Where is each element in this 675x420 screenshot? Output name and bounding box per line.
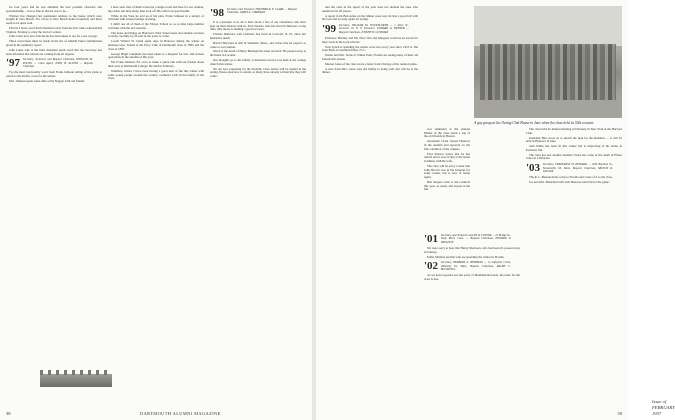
paragraph: Word of the death of Harry Burleigh has been received. He passed away at his home in Laconia. — [210, 49, 306, 58]
paragraph: The class held its Annual meeting in February in New York at the Harvard Club. — [526, 127, 622, 135]
page-number: 38 — [6, 411, 11, 416]
paragraph: I've the most trustworthy word from Frank Johnson telling of his plans to return to the Pacific coast for the winter. — [6, 70, 102, 79]
class-number: '02 — [424, 260, 439, 273]
paragraph: First in a horse word from Norman Lewis from the first rank at Alexandria Virginia. Earning to obey the doctor's orders. — [6, 25, 102, 34]
paragraph: Eddie Sheldon and his wife are spending the winter in Florida. — [427, 254, 505, 259]
paragraph: The class will be sorry to hear that John Brown was in the hospital for some weeks, but is now at home again. — [424, 163, 470, 179]
class-heading-01 — [424, 234, 520, 245]
paragraph: Bert Rogers went to the Carnival this year, as usual, and stayed at the Inn. — [424, 179, 470, 192]
paragraph: Our thoughts go to his family. A memorial service was held at the college church this winter. — [210, 58, 306, 66]
class-number: '01 — [424, 233, 439, 245]
right-column-3 — [526, 128, 622, 186]
class-officers: Secretary, Treasurer and Bequest Chairman, WINSLOW M. YOUNG — Class Agent, JOHN H. ALLYNS — Bequest Chairman — [22, 58, 93, 69]
paragraph: Tom Lynch is spending the winter as he has every year since 1953 at The Gate Pines in Southern Pines, N. C. — [322, 44, 418, 53]
class-heading-03 — [526, 163, 622, 174]
paragraph: Joe and Mrs. Blanchard will visit Hanover next fall for the game. — [529, 180, 610, 185]
paragraph: A note from Mrs. Gates says the family is doing well and will be at the dinner. — [322, 66, 418, 75]
paragraph: Merton Jones of the class wrote a letter from Chicago of his reunion plans. — [325, 61, 418, 66]
class-number: '97 — [6, 57, 21, 70]
paragraph: Walter and Mrs. Stone of Winter Park, Florida are seeing many of their old friends this season. — [322, 53, 418, 61]
class-heading-99 — [322, 24, 418, 35]
paragraph: Wintner has changed her permanent address to the house which once bought in Vero Beach, Fla. Lives at Vero Beach Arms frequently and there seem to be quite well. — [6, 13, 102, 25]
right-page — [316, 0, 675, 420]
left-page — [0, 0, 312, 420]
paragraph: Mrs. Johnson spent some time at the Nugget with old friends. — [9, 78, 86, 83]
class-officers: Secretary and Treasurer ALLEN B. FOSTER — 23 Bridge St., Deep River, Conn. — Bequest Chairman, EDWARD P. SHELDON — [440, 234, 511, 244]
paragraph: John Caner now also tells me he has been taken to sea for a sea voyage. — [9, 34, 98, 39]
paragraph: A report from Ben Ames on the Maine coast says he had a good fall with his boat and is ready again for spring. — [322, 13, 418, 22]
class-number: '03 — [526, 162, 541, 175]
paragraph: The class has lost another member. Word has come of the death of Elmer Jones in California. — [526, 152, 622, 161]
class-number: '99 — [322, 23, 337, 35]
paragraph: that the class in the report of the year does not include the ones who remain in far off places. — [322, 5, 418, 13]
class-heading-97 — [6, 58, 102, 69]
paragraph: As we have reported our last party of Manheim Rewards, the letter for the class is due. — [424, 273, 520, 281]
paragraph: Harold Hayward is still in Waltham, Mass., and writes that he expects to come to our reunion. — [210, 40, 306, 49]
class-officers: Secretary and Treasurer FREDERICK P. CLARK — Bequest Chairman, JAMES A. CHAPMAN — [226, 8, 297, 15]
class-heading-02 — [424, 261, 520, 272]
paragraph: The R. L. Benson made a trip to Florida and wrote of it to the class. — [529, 175, 613, 180]
class-heading-98 — [210, 8, 306, 19]
paragraph: John Caner who is the fund chairman sends word that the Secretary has been informed that returns are coming from all regions. — [6, 47, 102, 56]
left-column-1 — [6, 6, 102, 85]
right-column-2 — [424, 128, 470, 193]
spires-decoration — [40, 370, 112, 375]
class-officers: Secretary, FREDERICK H. HOWARD — 1180 Boylston St., Newtonville 60, Mass. Bequest Chairman, MILTON R. SANGER — [542, 163, 613, 173]
paragraph: I didn't see all of them at the Thayer School so as to miss large number activities with the old veterans. — [108, 22, 204, 30]
right-column-2-lower — [424, 232, 520, 283]
class-officers: Secretary, HERBERT A. SHERMAN — 14 Lafayette Circle, Wellesley 81, Mass. Bequest Chairman, RALPH C. ROCKWELL — [440, 261, 511, 272]
paragraph: We are now preparing for the Sixtieth. Class letters will be mailed in the spring. Please plan now to attend, as many have already written that they will come. — [210, 66, 306, 79]
campus-masthead-image — [40, 374, 112, 387]
paragraph: Sam White has been ill this winter but is improving at his home in Portland, Me. — [526, 144, 622, 152]
right-column-1 — [322, 6, 418, 76]
paragraph: Alexander Clark visited Hanover in the autumn and reported on the fine condition of the campus. — [424, 139, 470, 151]
photo-ground — [474, 100, 622, 118]
photo-sky — [474, 6, 622, 46]
paragraph: George Hugh Campbell has been taken to a hospital for new and serious operations in the autumn of this year. — [108, 51, 204, 60]
paragraph: President Ben wrote us to sketch the plan for the Reunion — it will be held in Hanover in June. — [526, 135, 622, 144]
paragraph: Professor Bradley and Mr. Ned, Wix and Margaret received an award for their work in the local schools. — [322, 36, 418, 44]
photo-people — [480, 44, 616, 102]
paragraph: for four years and he was admitted the best possible character and sportsmanship – was so fine in that he was to be... — [6, 5, 102, 13]
paragraph: Three corrections must be made in the list of Alumni Fund contributions given in the summary report. — [6, 39, 102, 48]
paragraph: was reminded at the Annual Dinner of the class about a trip of the old friends in Boston. — [424, 127, 470, 139]
class-officers: Secretary, WILLIAM M. WOODWORTH — 1 Allen St., Syracuse 10, N. Y. Treasurer, EDWARD A. BENNER — Bequest Chairman, JOSEPH W. GOSSMAN — [338, 24, 409, 34]
paragraph: The notes and things on Hanover's West Street buses and student overseas to study carefully by all sent in the years to come. — [108, 30, 204, 39]
issue-label: Issue of FEBRUARY 1957 — [652, 399, 675, 416]
paragraph: Charles Duncan's wife Charlotte has lived in Concord, N. H., since her husband's death. — [210, 32, 306, 40]
page-number: 39 — [617, 411, 622, 416]
class-number: '98 — [210, 7, 225, 19]
paragraph: While in the West he told us of his plan. Frank Johnson in a subject of criticism with strong feelings of rising. — [108, 13, 204, 22]
paragraph: Coach Willard W. Gunn spent days in Hanover during the winter on business trips. Tennis at the Ferry Club of Dartmouth class of 1895 and the class of 1897. — [108, 39, 204, 51]
left-column-3 — [210, 6, 306, 80]
paragraph: Mr. Frank Johnson, Ed, rows to make a quick talk with our friends about their sons at Dartmouth College. He died in February. — [108, 60, 204, 68]
paragraph: We were sorry to hear that Henry Morrison, who had been ill, passed away in January. — [424, 246, 520, 254]
photo-caption: A gay group at the Outing Club House in June when the class held its 55th reunion. — [474, 121, 595, 125]
magazine-name: DARTMOUTH ALUMNI MAGAZINE — [140, 411, 221, 416]
paragraph: Winthrop writes: I have been having a good deal of fun this winter with some young people around the country. Gathered with all the family of the class. — [108, 68, 204, 81]
left-column-2 — [108, 6, 204, 82]
reunion-group-photo — [474, 6, 622, 118]
paragraph: It is a pleasure to us all to hear about a few of our classmates who have kept up their interest with us. Fred Stearns, who has lived in Hanover a long time, tells me he is making a good recovery. — [210, 20, 306, 32]
paragraph: Fred Stetson writes that he has retired and is now living at his home in Maine with his wife. — [424, 151, 470, 163]
paragraph: I have sent. One of them wrote his a single room and here for our reunion, the oldest one here many men took off. His wife is in good health. — [108, 5, 204, 13]
